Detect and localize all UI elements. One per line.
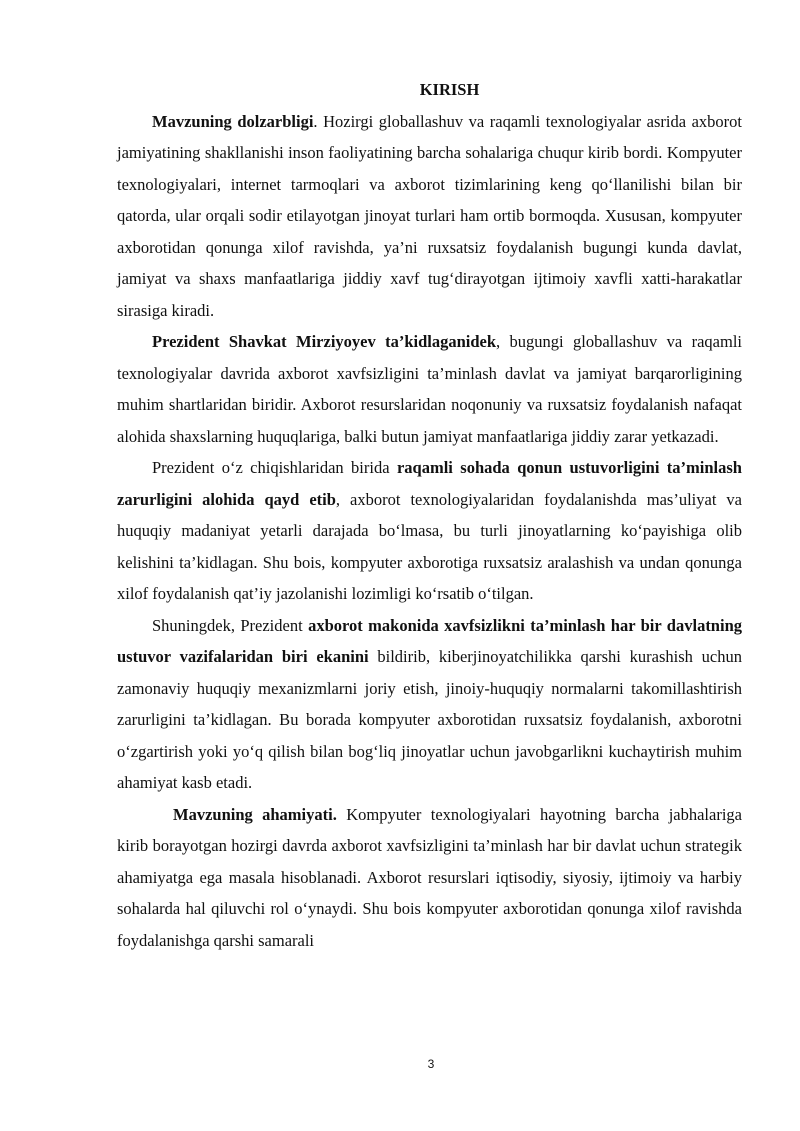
paragraph-information-security [117, 610, 742, 799]
page-number: 3 [427, 1057, 435, 1071]
paragraph-heading: Mavzuning dolzarbligi [152, 111, 314, 131]
paragraph-president-quote [117, 326, 742, 452]
paragraph-text: Shuningdek, Prezident [152, 615, 309, 635]
paragraph-text: , bugungi globallashuv va raqamli texnologiyalar davrida axborot xavfsizligini ta’minlash davlat va jamiyat barqarorligining muhim shartlaridan biridir. Axborot resurslaridan noqonuniy va ruxsatsiz foydalanish nafaqat alohida shaxslarning huquqlariga, balki butun jamiyat manfaatlariga jiddiy zarar yetkazadi. [117, 332, 743, 446]
paragraph-text: . Hozirgi globallashuv va raqamli texnologiyalar asrida axborot jamiyatining shakllanishi inson faoliyatining barcha sohalariga chuqur kirib bordi. Kompyuter texnologiyalari, internet tarmoqlari va axborot tizimlarining keng qo‘llanilishi bilan bir qatorda, ular orqali sodir etilayotgan jinoyat turlari ham ortib bormoqda. Xususan, kompyuter axborotidan qonunga xilof ravishda, ya’ni ruxsatsiz foydalanish bugungi kunda davlat, jamiyat va shaxs manfaatlariga jiddiy xavf tug‘dirayotgan ijtimoiy xavfli xatti-harakatlar sirasiga kiradi. [117, 111, 742, 320]
paragraph-heading: Mavzuning ahamiyati. [173, 804, 337, 824]
paragraph-emphasis: Prezident Shavkat Mirziyoyev ta’kidlaganidek [152, 332, 497, 351]
paragraph-emphasis: raqamli sohada qonun ustuvorligini ta’minlash zarurligini alohida qayd etib [117, 458, 742, 509]
section-title: KIRISH [419, 80, 480, 99]
paragraph-text: Prezident o‘z chiqishlaridan birida [152, 458, 397, 477]
paragraph-relevance [117, 106, 742, 327]
paragraph-text: bildirib, kiberjinoyatchilikka qarshi kurashish uchun zamonaviy huquqiy mexanizmlarni joriy etish, jinoiy-huquqiy normalarni takomillashtirish zarurligini ta’kidlagan. Bu borada kompyuter axborotidan ruxsatsiz foydalanish, axborotni o‘zgartirish yoki yo‘q qilish bilan bog‘liq jinoyatlar uchun javobgarlikni kuchaytirish muhim ahamiyat kasb etadi. [117, 647, 742, 792]
paragraph-importance [117, 799, 742, 957]
paragraph-emphasis: axborot makonida xavfsizlikni ta’minlash har bir davlatning ustuvor vazifalaridan biri ekanini [117, 615, 742, 666]
paragraph-text: , axborot texnologiyalaridan foydalanishda mas’uliyat va huquqiy madaniyat yetarli darajada bo‘lmasa, bu turli jinoyatlarning ko‘payishiga olib kelishini ta’kidlagan. Shu bois, kompyuter axborotiga ruxsatsiz aralashish va undan qonunga xilof foydalanish qat’iy jazolanishi lozimligi ko‘rsatib o‘tilgan. [117, 489, 742, 603]
paragraph-rule-of-law [117, 452, 742, 610]
document-body [117, 74, 742, 956]
paragraph-text: Kompyuter texnologiyalari hayotning barcha jabhalariga kirib borayotgan hozirgi davrda axborot xavfsizligini ta’minlash har bir davlat uchun strategik ahamiyatga ega masala hisoblanadi. Axborot resurslari iqtisodiy, siyosiy, ijtimoiy va harbiy sohalarda hal qiluvchi rol o‘ynaydi. Shu bois kompyuter axborotidan qonunga xilof ravishda foydalanishga qarshi samarali [117, 804, 742, 950]
